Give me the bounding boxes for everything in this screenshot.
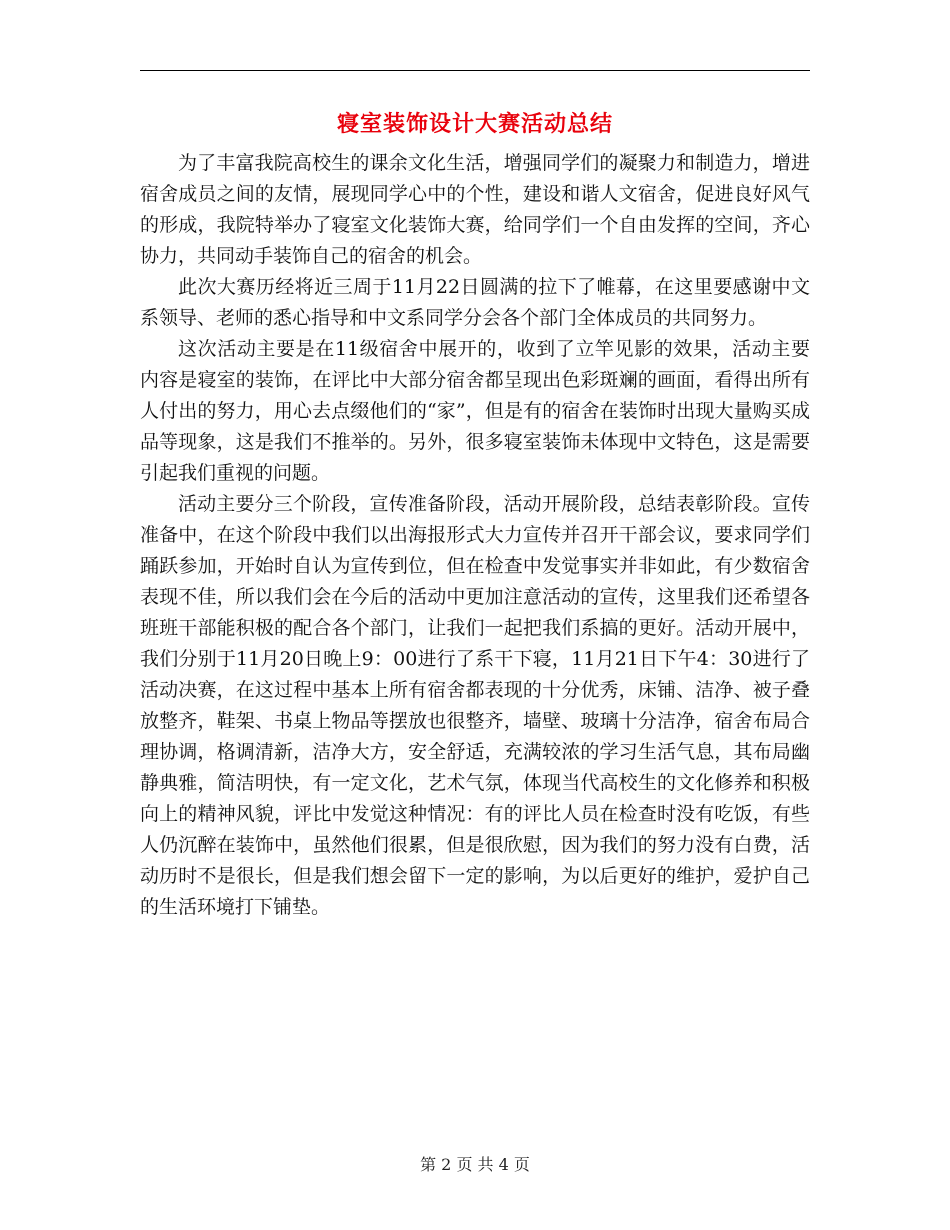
paragraph-effect: 这次活动主要是在11级宿舍中展开的，收到了立竿见影的效果，活动主要内容是寝室的装饰，在评比中大部分宿舍都呈现出色彩斑斓的画面，看得出所有人付出的努力，用心去点缀他们的“家”，但是有的宿舍在装饰时出现大量购买成品等现象，这是我们不推举的。另外，很多寝室装饰未体现中文特色，这是需要引起我们重视的问题。 [140, 338, 810, 484]
page-number-footer: 第 2 页 共 4 页 [420, 1155, 530, 1174]
paragraph-intro: 为了丰富我院高校生的课余文化生活，增强同学们的凝聚力和制造力，增进宿舍成员之间的友情，展现同学心中的个性，建设和谐人文宿舍，促进良好风气的形成，我院特举办了寝室文化装饰大赛，给同学们一个自由发挥的空间，齐心协力，共同动手装饰自己的宿舍的机会。 [140, 152, 810, 267]
document-body [140, 148, 810, 923]
header-rule [140, 70, 810, 71]
paragraph-thanks: 此次大赛历经将近三周于11月22日圆满的拉下了帷幕，在这里要感谢中文系领导、老师的悉心指导和中文系同学分会各个部门全体成员的共同努力。 [140, 276, 810, 329]
document-title: 寝室装饰设计大赛活动总结 [336, 112, 613, 137]
paragraph-stages: 活动主要分三个阶段，宣传准备阶段，活动开展阶段，总结表彰阶段。宣传准备中，在这个阶段中我们以出海报形式大力宣传并召开干部会议，要求同学们踊跃参加，开始时自认为宣传到位，但在检查中发觉事实并非如此，有少数宿舍表现不佳，所以我们会在今后的活动中更加注意活动的宣传，这里我们还希望各班班干部能积极的配合各个部门，让我们一起把我们系搞的更好。活动开展中，我们分别于11月20日晚上9：00进行了系干下寝，11月21日下午4：30进行了活动决赛，在这过程中基本上所有宿舍都表现的十分优秀，床铺、洁净、被子叠放整齐，鞋架、书桌上物品等摆放也很整齐，墙壁、玻璃十分洁净，宿舍布局合理协调，格调清新，洁净大方，安全舒适，充满较浓的学习生活气息，其布局幽静典雅，简洁明快，有一定文化，艺术气氛，体现当代高校生的文化修养和积极向上的精神风貌，评比中发觉这种情况：有的评比人员在检查时没有吃饭，有些人仍沉醉在装饰中，虽然他们很累，但是很欣慰，因为我们的努力没有白费，活动历时不是很长，但是我们想会留下一定的影响，为以后更好的维护，爱护自己的生活环境打下铺垫。 [140, 493, 810, 918]
